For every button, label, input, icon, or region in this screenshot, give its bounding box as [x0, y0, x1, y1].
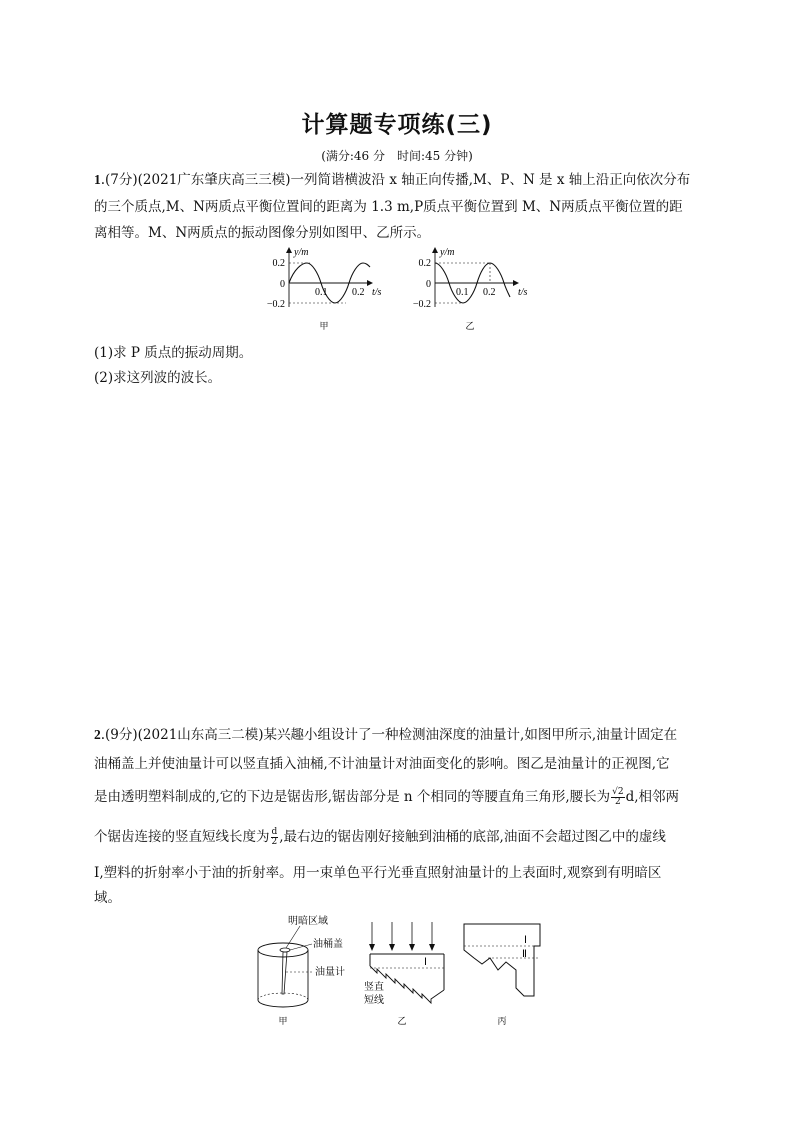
q1-line-2: 的三个质点,M、N两质点平衡位置间的距离为 1.3 m,P质点平衡位置到 M、N两质点平衡位置的距: [94, 198, 683, 215]
question-2: [94, 720, 704, 908]
q1-number: 1: [94, 172, 101, 187]
caption-bing: 丙: [497, 1016, 507, 1026]
figure-jia-oil-drum: [250, 912, 370, 1030]
jia-caption: 甲: [319, 321, 329, 331]
label-vertical-2: 短线: [364, 995, 384, 1006]
q1-sub-1: (1)求 P 质点的振动周期。: [94, 345, 253, 361]
fraction-d-over-2: $\frac{d}{2}$: [271, 827, 278, 847]
fraction-sqrt2-over-2: $\frac{√2}{2}$: [612, 787, 624, 807]
roman-i-yi: Ⅰ: [424, 957, 427, 968]
q1-line-3: 离相等。M、N两质点的振动图像分别如图甲、乙所示。: [94, 225, 431, 241]
yi-y-arrow: [432, 247, 438, 253]
graph-yi: [404, 245, 536, 335]
jia-tick-t0.1: 0.1: [315, 287, 328, 298]
yi-y-label: y/m: [440, 247, 455, 258]
q1-line-1: 1.(7分)(2021广东肇庆高三三模)一列简谐横波沿 x 轴正向传播,M、P、N 是 x 轴上沿正向依次分布: [94, 172, 691, 188]
q2-line-3: 是由透明塑料制成的,它的下边是锯齿形,锯齿部分是 n 个相同的等腰直角三角形,腰长为 $\frac{√2}{2}$ d,相邻两: [94, 787, 680, 807]
yi-tick-0.2: 0.2: [418, 258, 431, 269]
q2-line-6: 域。: [94, 890, 121, 906]
figure-bing: [458, 918, 550, 1030]
yi-tick-0: 0: [426, 279, 431, 290]
jia-tick-0.2: 0.2: [272, 258, 285, 269]
yi-tick-t0.2: 0.2: [483, 287, 496, 298]
q2-line-1: 2.(9分)(2021山东高三二模)某兴趣小组设计了一种检测油深度的油量计,如图甲所示,油量计固定在: [94, 727, 678, 743]
label-cap: 油桶盖: [313, 939, 343, 950]
q2-line-2: 油桶盖上并使油量计可以竖直插入油桶,不计油量计对油面变化的影响。图乙是油量计的正视图,它: [94, 756, 670, 772]
caption-jia: 甲: [278, 1016, 288, 1026]
label-bright-dark: 明暗区域: [288, 916, 328, 927]
light-arrowhead-4: [429, 944, 435, 951]
yi-t-arrow: [513, 280, 519, 286]
yi-tick-neg0.2: −0.2: [412, 299, 431, 310]
jia-y-label: y/m: [294, 247, 309, 258]
yi-caption: 乙: [465, 321, 475, 331]
roman-ii-bing: Ⅱ: [522, 949, 527, 960]
light-arrowhead-2: [389, 944, 395, 951]
jia-tick-0: 0: [280, 279, 285, 290]
caption-yi: 乙: [397, 1016, 407, 1026]
jia-t-label: t/s: [372, 287, 382, 298]
label-gauge: 油量计: [315, 967, 345, 978]
light-arrowhead-1: [369, 944, 375, 951]
bing-outline: [464, 924, 540, 996]
yi-tick-t0.1: 0.1: [456, 287, 469, 298]
figure-yi-gauge: [360, 918, 456, 1030]
graph-jia: [258, 245, 388, 335]
yi-t-label: t/s: [518, 287, 528, 298]
drum-cap: [280, 948, 290, 952]
q1-sub-2: (2)求这列波的波长。: [94, 370, 222, 386]
question-1: [94, 167, 704, 247]
q2-line-5: Ⅰ,塑料的折射率小于油的折射率。用一束单色平行光垂直照射油量计的上表面时,观察到有明暗区: [94, 865, 662, 881]
jia-tick-neg0.2: −0.2: [266, 299, 285, 310]
light-arrowhead-3: [409, 944, 415, 951]
jia-y-arrow: [286, 247, 292, 253]
drum-bottom: [258, 1000, 308, 1007]
q2-line-4: 个锯齿连接的竖直短线长度为 $\frac{d}{2}$ ,最右边的锯齿刚好接触到油桶的底部,油面不会超过图乙中的虚线: [94, 827, 666, 847]
page-title: 计算题专项练(三): [301, 112, 493, 138]
gauge-rod: [282, 952, 287, 994]
page-subtitle: (满分:46 分 时间:45 分钟): [321, 149, 473, 163]
roman-i-bing: Ⅰ: [524, 935, 527, 946]
label-vertical-1: 竖直: [364, 982, 384, 993]
jia-t-arrow: [367, 280, 373, 286]
jia-tick-t0.2: 0.2: [352, 287, 365, 298]
q2-number: 2: [94, 727, 101, 742]
